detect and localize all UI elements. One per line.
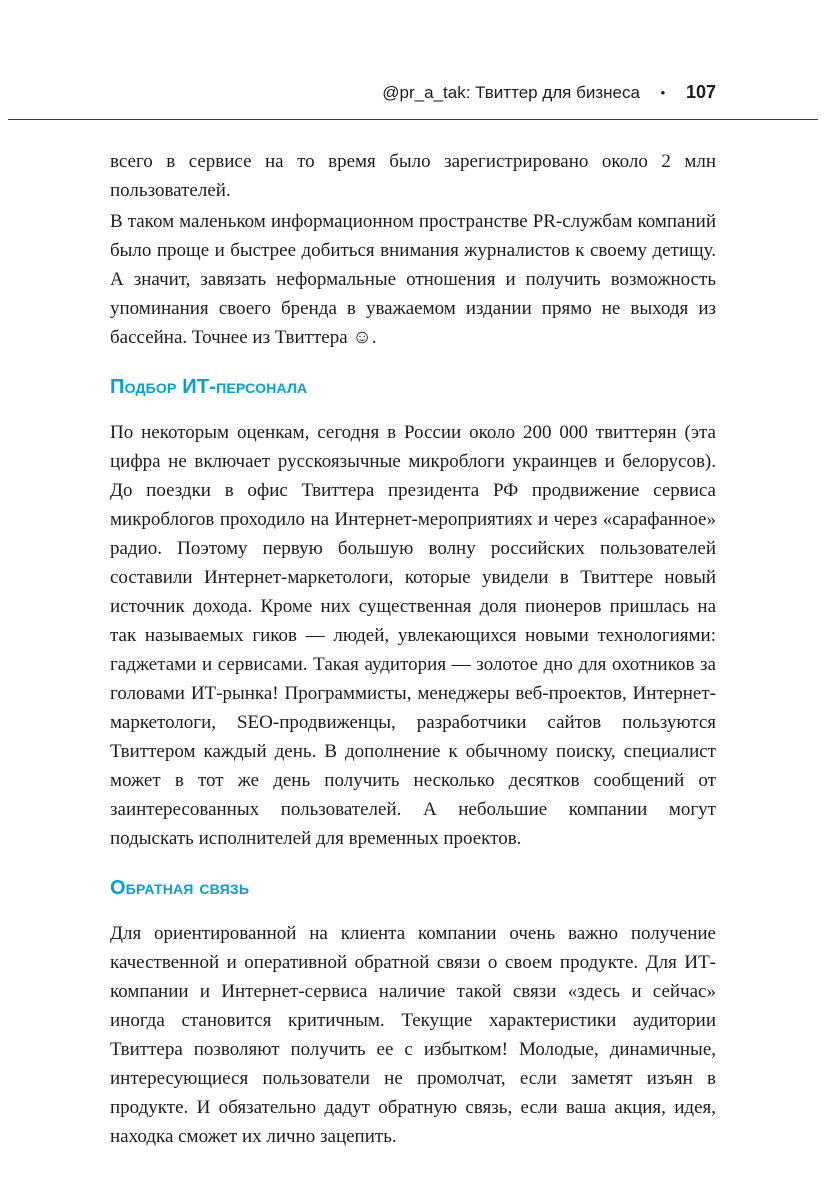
page-body [0, 120, 826, 1151]
section-heading-it-recruiting: Подбор ИТ-персонала [110, 376, 308, 398]
paragraph-pr-services: В таком маленьком информационном пространстве PR-службам компаний было проще и быстрее добиться внимания журналистов к своему детищу. А значит, завязать неформальные отношения и получить возможность упоминания своего бренда в уважаемом издании прямо не выходя из бассейна. Точнее из Твиттера ☺. [110, 211, 716, 348]
page-header [0, 0, 826, 103]
section-heading-feedback: Обратная связь [110, 877, 250, 899]
paragraph-it-recruiting: По некоторым оценкам, сегодня в России около 200 000 твиттерян (эта цифра не включает русскоязычные микроблоги украинцев и белорусов). До поездки в офис Твиттера президента РФ продвижение сервиса микроблогов проходило на Интернет-мероприятиях и через «сарафанное» радио. Поэтому первую большую волну российских пользователей составили Интернет-маркетологи, которые увидели в Твиттере новый источник дохода. Кроме них существенная доля пионеров пришлась на так называемых гиков — людей, увлекающихся новыми технологиями: гаджетами и сервисами. Такая аудитория — золотое дно для охотников за головами ИТ-рынка! Программисты, менеджеры веб-проектов, Интернет-маркетологи, SEO-продвиженцы, разработчики сайтов пользуются Твиттером каждый день. В дополнение к обычному поиску, специалист может в тот же день получить несколько десятков сообщений от заинтересованных пользователей. А небольшие компании могут подыскать исполнителей для временных проектов. [110, 422, 716, 849]
page-number: 107 [685, 82, 716, 102]
paragraph-feedback: Для ориентированной на клиента компании очень важно получение качественной и оперативной обратной связи о своем продукте. Для ИТ-компании и Интернет-сервиса наличие такой связи «здесь и сейчас» иногда становится критичным. Текущие характеристики аудитории Твиттера позволяют получить ее с избытком! Молодые, динамичные, интересующиеся пользователи не промолчат, если заметят изъян в продукте. И обязательно дадут обратную связь, если ваша акция, идея, находка сможет их лично зацепить. [110, 923, 716, 1147]
paragraph-intro: всего в сервисе на то время было зарегистрировано около 2 млн пользователей. [110, 151, 716, 201]
header-separator-dot: • [660, 85, 666, 100]
running-title: @pr_a_tak: Твиттер для бизнеса [382, 83, 640, 102]
